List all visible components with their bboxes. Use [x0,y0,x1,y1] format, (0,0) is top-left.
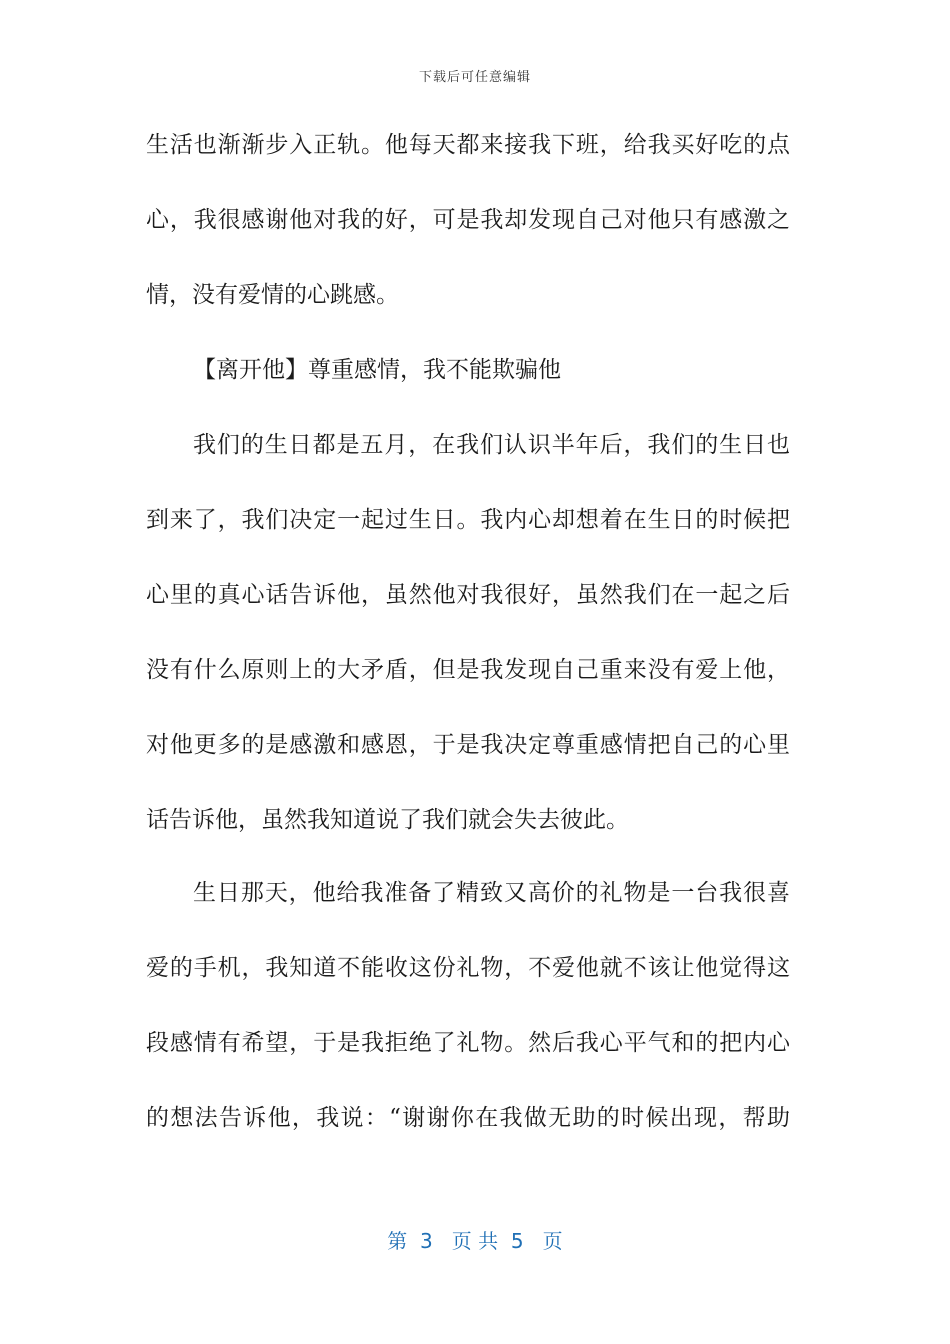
body-text-line: 生日那天，他给我准备了精致又高价的礼物是一台我很喜 [193,880,790,906]
body-text-line: 段感情有希望，于是我拒绝了礼物。然后我心平气和的把内心 [146,1030,790,1056]
body-text-line: 的想法告诉他，我说：“谢谢你在我做无助的时候出现，帮助 [146,1105,790,1131]
body-text-line: 没有什么原则上的大矛盾，但是我发现自己重来没有爱上他， [146,657,790,683]
body-text-line: 到来了，我们决定一起过生日。我内心却想着在生日的时候把 [146,507,790,533]
body-text-line: 话告诉他，虽然我知道说了我们就会失去彼此。 [146,807,629,833]
body-text-line: 我们的生日都是五月，在我们认识半年后，我们的生日也 [193,432,790,458]
body-text-line: 对他更多的是感激和感恩，于是我决定尊重感情把自己的心里 [146,732,790,758]
section-heading: 【离开他】尊重感情，我不能欺骗他 [193,357,561,383]
body-text-line: 心，我很感谢他对我的好，可是我却发现自己对他只有感激之 [146,207,790,233]
body-text-line: 生活也渐渐步入正轨。他每天都来接我下班，给我买好吃的点 [146,132,790,158]
body-text-line: 心里的真心话告诉他，虽然他对我很好，虽然我们在一起之后 [146,582,790,608]
body-text-line: 爱的手机，我知道不能收这份礼物，不爱他就不该让他觉得这 [146,955,790,981]
page-header: 下载后可任意编辑 [418,70,531,85]
body-text-line: 情，没有爱情的心跳感。 [146,282,399,308]
page-number-footer: 第 3 页 共 5 页 [387,1229,563,1253]
